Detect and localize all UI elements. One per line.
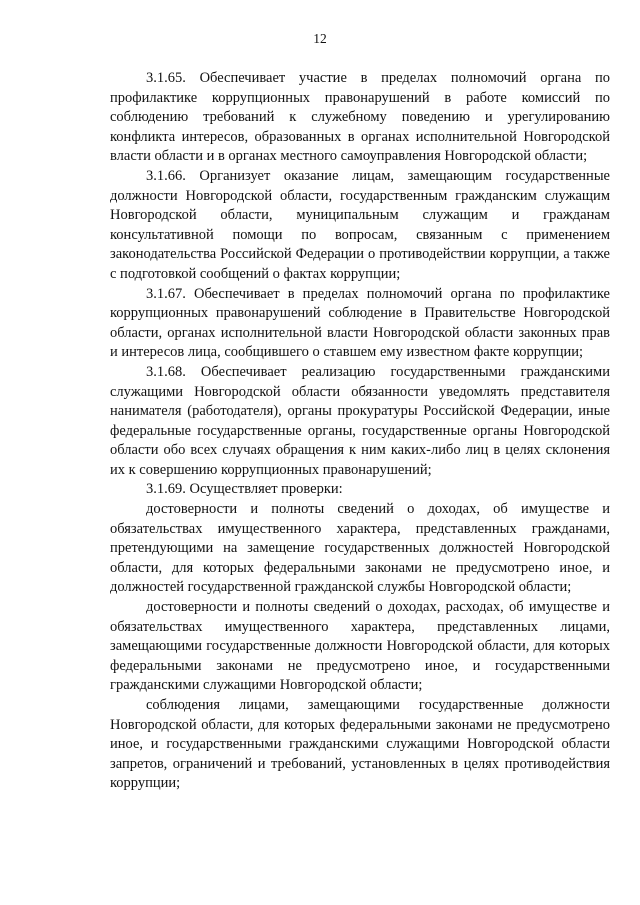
paragraph-3-1-67: 3.1.67. Обеспечивает в пределах полномочий органа по профилактике коррупционных правонарушений соблюдение в Правительстве Новгородской области, органах исполнительной власти Новгородской области законных прав и интересов лица, сообщившего о ставшем ему известном факте коррупции; (110, 285, 610, 361)
document-body (110, 69, 610, 794)
paragraph-3-1-68: 3.1.68. Обеспечивает реализацию государственными гражданскими служащими Новгородской области обязанности уведомлять представителя нанимателя (работодателя), органы прокуратуры Российской Федерации, иные федеральные государственные органы, государственные органы Новгородской области обо всех случаях обращения к ним каких-либо лиц в целях склонения их к совершению коррупционных правонарушений; (110, 363, 610, 478)
paragraph-check-compliance: соблюдения лицами, замещающими государственные должности Новгородской области, для которых федеральными законами не предусмотрено иное, и государственными гражданскими служащими Новгородской области запретов, ограничений и требований, установленных в целях противодействия коррупции; (110, 697, 610, 792)
paragraph-3-1-66: 3.1.66. Организует оказание лицам, замещающим государственные должности Новгородской области, государственным гражданским служащим Новгородской области, муниципальным служащим и гражданам консультативной помощи по вопросам, связанным с применением законодательства Российской Федерации о противодействии коррупции, а также с подготовкой сообщений о фактах коррупции; (110, 167, 610, 282)
paragraph-check-officials-declarations: достоверности и полноты сведений о доходах, расходах, об имуществе и обязательствах имущественного характера, представленных лицами, замещающими государственные должности Новгородской области, для которых федеральными законами не предусмотрено иное, и государственными гражданскими служащими Новгородской области; (110, 599, 610, 694)
paragraph-3-1-65: 3.1.65. Обеспечивает участие в пределах полномочий органа по профилактике коррупционных правонарушений в работе комиссий по соблюдению требований к служебному поведению и урегулированию конфликта интересов, образованных в органах исполнительной Новгородской власти области и в органах местного самоуправления Новгородской области; (110, 70, 610, 165)
paragraph-check-candidates-declarations: достоверности и полноты сведений о доходах, об имуществе и обязательствах имущественного характера, представленных гражданами, претендующими на замещение государственных должностей Новгородской области, для которых федеральными законами не предусмотрено иное, и должностей государственной гражданской службы Новгородской области; (110, 501, 610, 596)
page-number: 12 (313, 31, 327, 46)
paragraph-3-1-69: 3.1.69. Осуществляет проверки: (146, 481, 343, 498)
